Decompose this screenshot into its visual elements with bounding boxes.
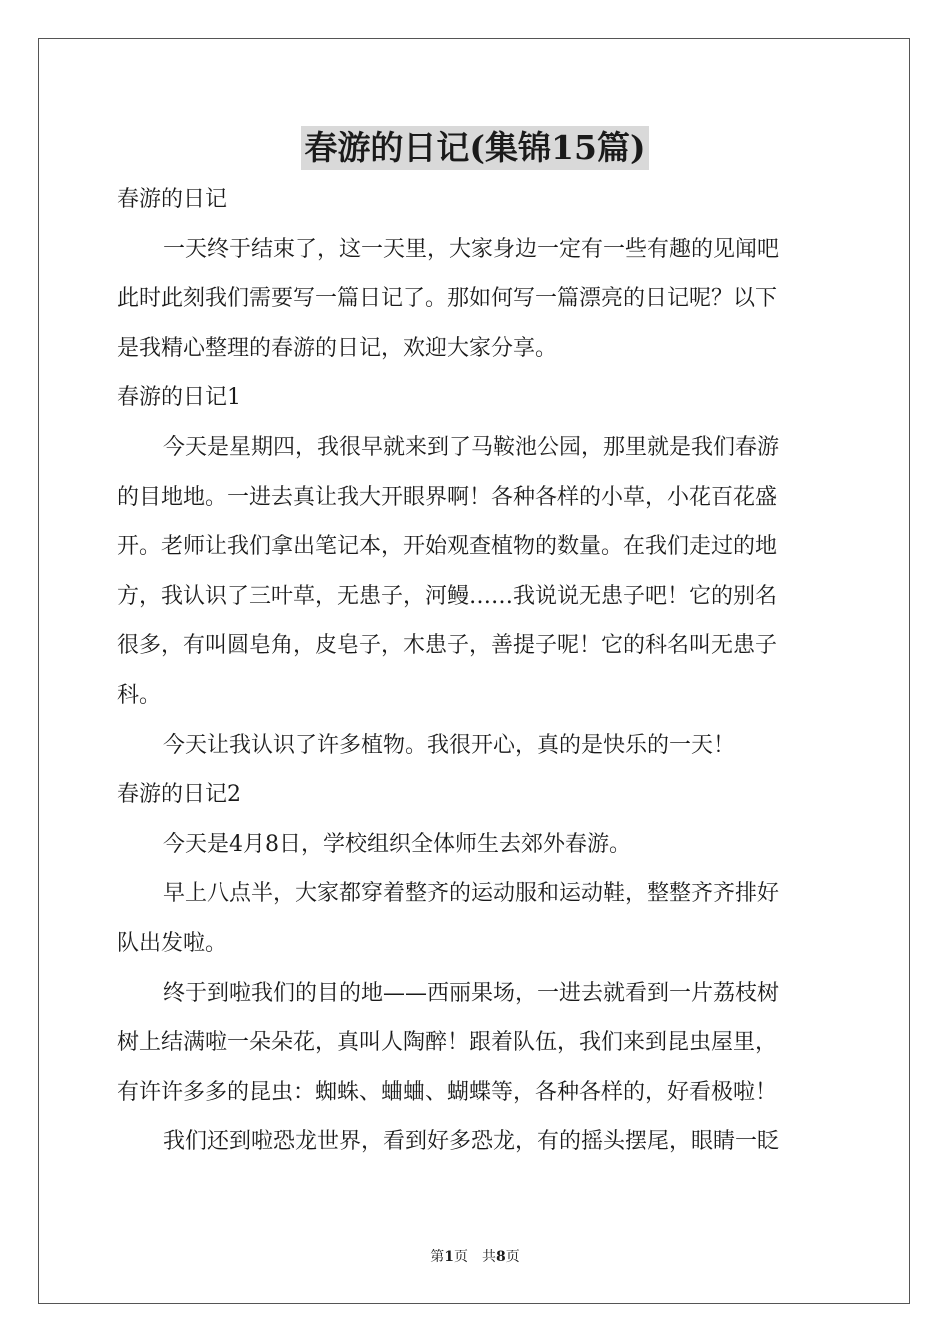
text-line: 很多，有叫圆皂角，皮皂子，木患子，善提子呢！它的科名叫无患子 bbox=[117, 633, 778, 659]
text-line: 我们还到啦恐龙世界，看到好多恐龙，有的摇头摆尾，眼睛一眨 bbox=[163, 1129, 780, 1155]
total-pages: 8 bbox=[496, 1249, 506, 1265]
text-line: 有许许多多的昆虫：蜘蛛、蛐蛐、蝴蝶等，各种各样的，好看极啦！ bbox=[117, 1079, 778, 1105]
text-line: 队出发啦。 bbox=[117, 930, 228, 956]
text-line: 春游的日记1 bbox=[117, 385, 241, 411]
document-body bbox=[117, 175, 835, 1167]
text-line: 今天是星期四，我很早就来到了马鞍池公园，那里就是我们春游 bbox=[163, 434, 780, 460]
text-line: 终于到啦我们的目的地——西丽果场，一进去就看到一片荔枝树 bbox=[163, 980, 780, 1006]
text-line: 方，我认识了三叶草，无患子，河鳗……我说说无患子吧！它的别名 bbox=[117, 583, 778, 609]
text-line: 今天是4月8日，学校组织全体师生去郊外春游。 bbox=[163, 831, 631, 857]
text-line: 一天终于结束了，这一天里，大家身边一定有一些有趣的见闻吧 bbox=[163, 236, 780, 262]
text-line: 春游的日记2 bbox=[117, 782, 241, 808]
page-prefix: 第 bbox=[430, 1249, 445, 1265]
text-line: 春游的日记 bbox=[117, 187, 228, 212]
total-prefix: 共 bbox=[482, 1249, 496, 1265]
title-container bbox=[0, 126, 950, 170]
document-title: 春游的日记(集锦15篇) bbox=[301, 126, 648, 170]
page-footer bbox=[0, 1247, 950, 1267]
text-line: 开。老师让我们拿出笔记本，开始观查植物的数量。在我们走过的地 bbox=[117, 534, 778, 560]
page-suffix: 页 bbox=[454, 1249, 468, 1265]
total-suffix: 页 bbox=[505, 1249, 520, 1265]
text-line: 今天让我认识了许多植物。我很开心，真的是快乐的一天！ bbox=[163, 732, 736, 758]
text-line: 是我精心整理的春游的日记，欢迎大家分享。 bbox=[117, 335, 558, 361]
text-line: 早上八点半，大家都穿着整齐的运动服和运动鞋，整整齐齐排好 bbox=[163, 881, 780, 907]
text-line: 此时此刻我们需要写一篇日记了。那如何写一篇漂亮的日记呢？以下 bbox=[117, 286, 778, 312]
page-number: 1 bbox=[444, 1249, 454, 1265]
text-line: 的目地地。一进去真让我大开眼界啊！各种各样的小草，小花百花盛 bbox=[117, 484, 778, 510]
text-line: 树上结满啦一朵朵花，真叫人陶醉！跟着队伍，我们来到昆虫屋里， bbox=[117, 1030, 778, 1056]
text-line: 科。 bbox=[117, 682, 162, 708]
